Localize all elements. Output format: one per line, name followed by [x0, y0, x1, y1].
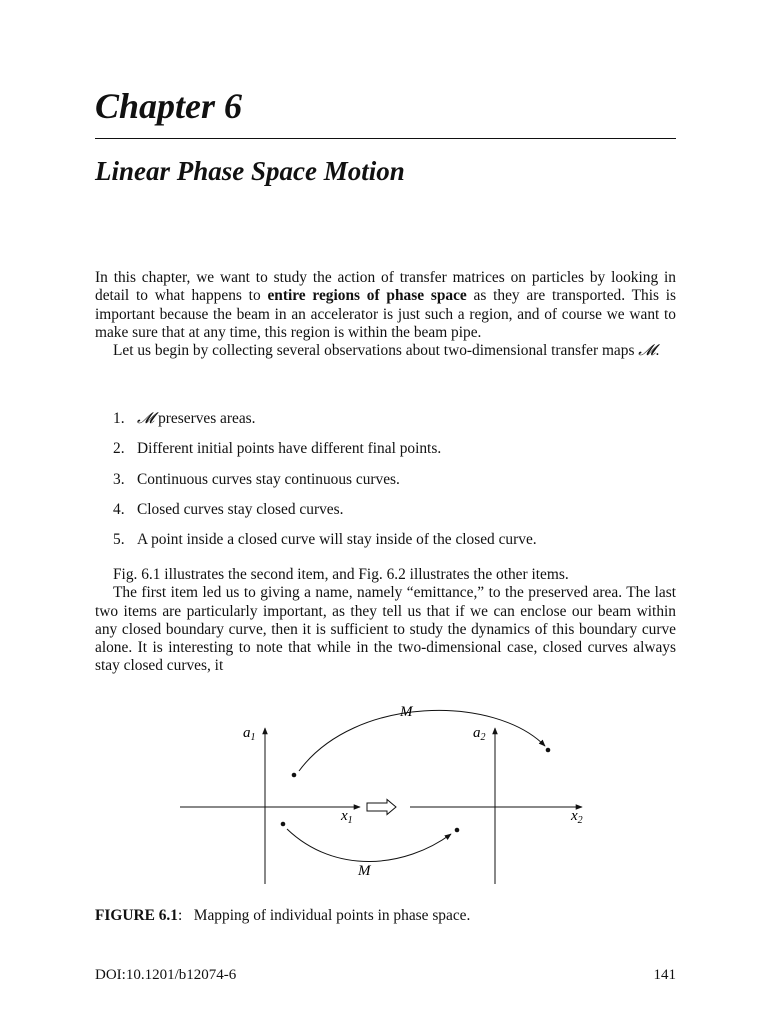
paragraph-1-emphasis: entire regions of phase space	[267, 287, 467, 305]
list-item-number: 2.	[113, 440, 125, 458]
chapter-label: Chapter 6	[95, 86, 243, 126]
phase-space-figure	[95, 700, 676, 890]
axis-x2-label: $x_2$	[571, 808, 583, 826]
paragraph-1-part-1: In this chapter, we want to study the action of transfer matrices on particles by looking in detail to what happens to	[95, 269, 676, 305]
final-point-upper	[546, 748, 551, 753]
list-item-number: 5.	[113, 531, 125, 549]
axis-a1-label: $a_1$	[243, 725, 256, 743]
mapping-curve-lower	[287, 829, 451, 862]
axis-x1-label: $x_1$	[341, 808, 353, 826]
list-item	[95, 410, 676, 440]
figure-caption	[95, 907, 470, 925]
paragraph-2-end: .	[655, 342, 660, 360]
list-item-text: Closed curves stay closed curves.	[137, 500, 344, 518]
axis-a2-label: $a_2$	[473, 725, 486, 743]
chapter-rule	[95, 138, 676, 139]
map-symbol: 𝓜	[137, 410, 155, 427]
list-item-text: preserves areas.	[154, 410, 256, 427]
map-symbol: 𝓜	[638, 342, 656, 360]
caption-label: FIGURE 6.1	[95, 907, 178, 924]
page-number: 141	[653, 967, 676, 983]
list-item-text: Different initial points have different final points.	[137, 440, 442, 458]
doi-footer: DOI:10.1201/b12074-6	[95, 967, 237, 983]
paragraph-2	[95, 342, 676, 360]
observation-list	[95, 410, 676, 561]
map-label-bottom: M	[358, 863, 371, 879]
caption-separator: :	[177, 907, 183, 924]
list-item-number: 4.	[113, 500, 125, 518]
paragraph-3: Fig. 6.1 illustrates the second item, and Fig. 6.2 illustrates the other items.	[113, 566, 569, 583]
paragraph-1-part-2: as they are transported. This is important because the beam in an accelerator is just such a region, and of course we want to make sure that at any time, this region is within the beam pipe.	[95, 287, 677, 341]
list-item-number: 3.	[113, 470, 125, 488]
chapter-title: Linear Phase Space Motion	[95, 156, 405, 186]
initial-point-lower	[281, 822, 286, 827]
initial-point-upper	[292, 773, 297, 778]
paragraph-4: The first item led us to giving a name, namely “emittance,” to the preserved area. The last two items are particularly important, as they tell us that if we can enclose our beam within any closed boundary curve, then it is sufficient to study the dynamics of this boundary curve alone. It is interesting to note that while in the two-dimensional case, closed curves always stay closed curves, it	[95, 584, 676, 675]
intro-text	[95, 269, 676, 360]
list-item-text: Continuous curves stay continuous curves.	[137, 470, 400, 488]
paragraph-2-text: Let us begin by collecting several observations about two-dimensional transfer maps	[113, 342, 639, 360]
book-page	[95, 0, 676, 1024]
caption-text: Mapping of individual points in phase space.	[193, 907, 471, 924]
final-point-lower	[455, 828, 460, 833]
list-item	[95, 531, 676, 561]
map-label-top: M	[400, 704, 413, 720]
mapping-curve-upper	[299, 710, 545, 771]
paragraph-1	[95, 269, 676, 342]
list-item	[95, 440, 676, 470]
hollow-arrow-icon	[367, 800, 396, 815]
discussion-text	[95, 566, 676, 676]
list-item-number: 1.	[113, 410, 125, 427]
list-item-text: A point inside a closed curve will stay inside of the closed curve.	[137, 531, 537, 549]
list-item	[95, 471, 676, 501]
list-item	[95, 501, 676, 531]
